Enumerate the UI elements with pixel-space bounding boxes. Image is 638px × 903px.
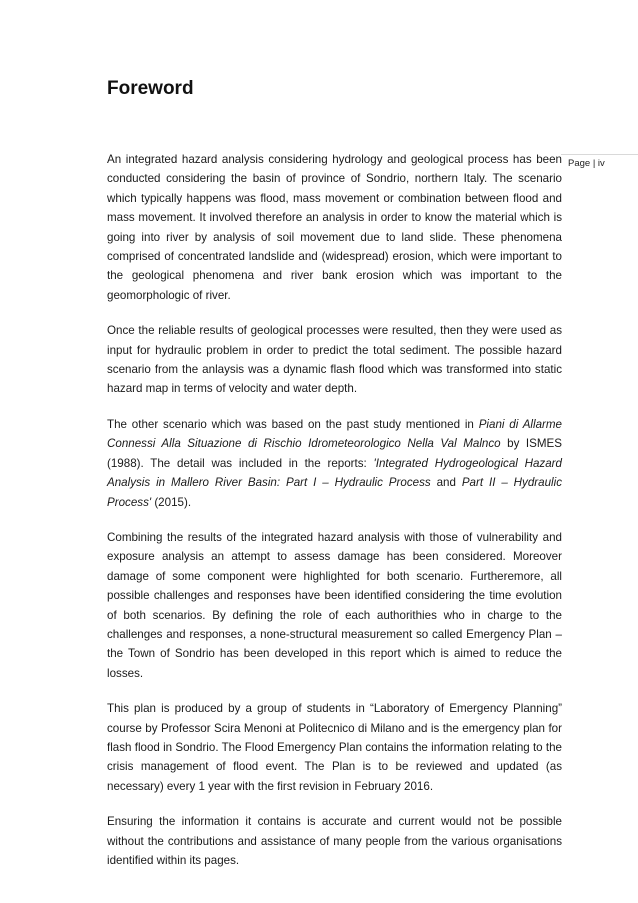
paragraph-combining-results: Combining the results of the integrated hazard analysis with those of vulnerability and exposure analysis an attempt to assess damage has been considered. Moreover damage of some component were highlighted for both scenario. Furtheremore, all possible challenges and responses have been identified considering the time evolution of both scenarios. By defining the role of each authorithies who in charge to the challenges and responses, a none-structural measurement so called Emergency Plan – the Town of Sondrio has been developed in this report which is aimed to reduce the losses. (107, 530, 562, 680)
page-number-rule (561, 154, 638, 155)
foreword-body (107, 150, 562, 870)
page-title: Foreword (107, 78, 194, 99)
text-segment: (2015). (151, 495, 192, 509)
text-segment: and (430, 476, 462, 490)
text-segment: The other scenario which was based on the past study mentioned in (107, 417, 479, 431)
text-segment: by ISMES (1988). The detail was included in the reports: (107, 437, 562, 470)
italic-title-piani: Piani di Allarme Connessi Alla Situazione di Rischio Idrometeorologico Nella Val Malnco (107, 417, 562, 451)
paragraph-plan-production: This plan is produced by a group of students in “Laboratory of Emergency Planning” course by Professor Scira Menoni at Politecnico di Milano and is the emergency plan for flash flood in Sondrio. The Flood Emergency Plan contains the information relating to the crisis management of flood event. The Plan is to be reviewed and updated (as necessary) every 1 year with the first revision in February 2016. (107, 702, 562, 793)
page-number: Page | iv (568, 158, 605, 169)
paragraph-acknowledgements: Ensuring the information it contains is accurate and current would not be possible without the contributions and assistance of many people from the various organisations identified within its pages. (107, 815, 562, 867)
italic-title-part-one: 'Integrated Hydrogeological Hazard Analysis in Mallero River Basin: Part I – Hydraulic Process (107, 456, 562, 490)
paragraph-other-scenario (107, 415, 562, 512)
paragraph-geological-results: Once the reliable results of geological processes were resulted, then they were used as input for hydraulic problem in order to predict the total sediment. The possible hazard scenario from the anlaysis was a dynamic flash flood which was transformed into static hazard map in terms of velocity and water depth. (107, 324, 562, 396)
italic-title-part-two: Part II – Hydraulic Process' (107, 476, 562, 509)
paragraph-hazard-analysis: An integrated hazard analysis considering hydrology and geological process has been conducted considering the basin of province of Sondrio, northern Italy. The scenario which typically happens was flood, mass movement or combination between flood and mass movement. It involved therefore an analysis in order to know the material which is going into river by analysis of soil movement due to land slide. These phenomena comprised of concentrated landslide and (widespread) erosion, which were important to the geological phenomena and river bank erosion which was important to the geomorphologic of river. (107, 153, 562, 302)
